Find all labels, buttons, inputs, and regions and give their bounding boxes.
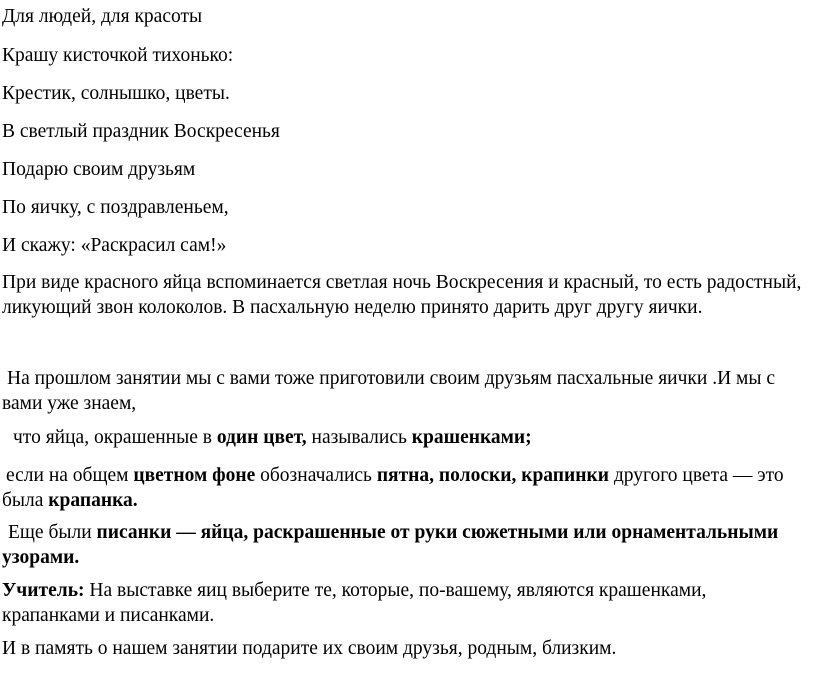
krashenki-bold-term: крашенками; [411, 427, 532, 448]
teacher-instruction: На выставке яиц выберите те, которые, по-вашему, являются крашенками, крапанками и писанками. [2, 580, 707, 626]
poem-line-3: Крестик, солнышко, цветы. [2, 83, 230, 104]
krashenki-text-2: назывались [306, 427, 412, 448]
pisanki-text-1: Еще были [8, 522, 97, 543]
krapanki-text-3: другого цвета — это была [2, 465, 784, 511]
krashenki-bold-one-color: один цвет, [216, 427, 307, 448]
paragraph-teacher [2, 578, 807, 628]
paragraph-pisanki [2, 520, 807, 570]
krapanki-bold-color-bg: цветном фоне [133, 465, 256, 486]
poem-line-6: По яичку, с поздравленьем, [2, 197, 229, 218]
paragraph-red-egg: При виде красного яйца вспоминается светлая ночь Воскресения и красный, то есть радостный, ликующий звон колоколов. В пасхальную неделю принято дарить друг другу яички. [2, 272, 802, 318]
poem-line-1: Для людей, для красоты [2, 6, 203, 27]
krapanki-bold-term: крапанка. [48, 490, 138, 511]
poem-line-5: Подарю своим друзьям [2, 159, 196, 180]
paragraph-krapanki [2, 463, 807, 513]
krapanki-text-2: обозначались [255, 465, 377, 486]
teacher-label: Учитель: [2, 580, 85, 601]
poem-line-4: В светлый праздник Воскресенья [2, 121, 280, 142]
pisanki-bold-definition: писанки — яйца, раскрашенные от руки сюжетными или орнаментальными узорами. [2, 522, 779, 568]
krapanki-text-1: если на общем [6, 465, 134, 486]
poem-line-2: Крашу кисточкой тихонько: [2, 45, 234, 66]
krashenki-text-1: что яйца, окрашенные в [13, 427, 217, 448]
poem-line-7: И скажу: «Раскрасил сам!» [2, 235, 227, 256]
paragraph-krashenki [2, 425, 807, 450]
paragraph-last-lesson: На прошлом занятии мы с вами тоже приготовили своим друзьям пасхальные яички .И мы с вами уже знаем, [2, 368, 775, 414]
krapanki-bold-spots: пятна, полоски, крапинки [376, 465, 609, 486]
paragraph-memory: И в память о нашем занятии подарите их своим друзья, родным, близким. [2, 638, 617, 659]
